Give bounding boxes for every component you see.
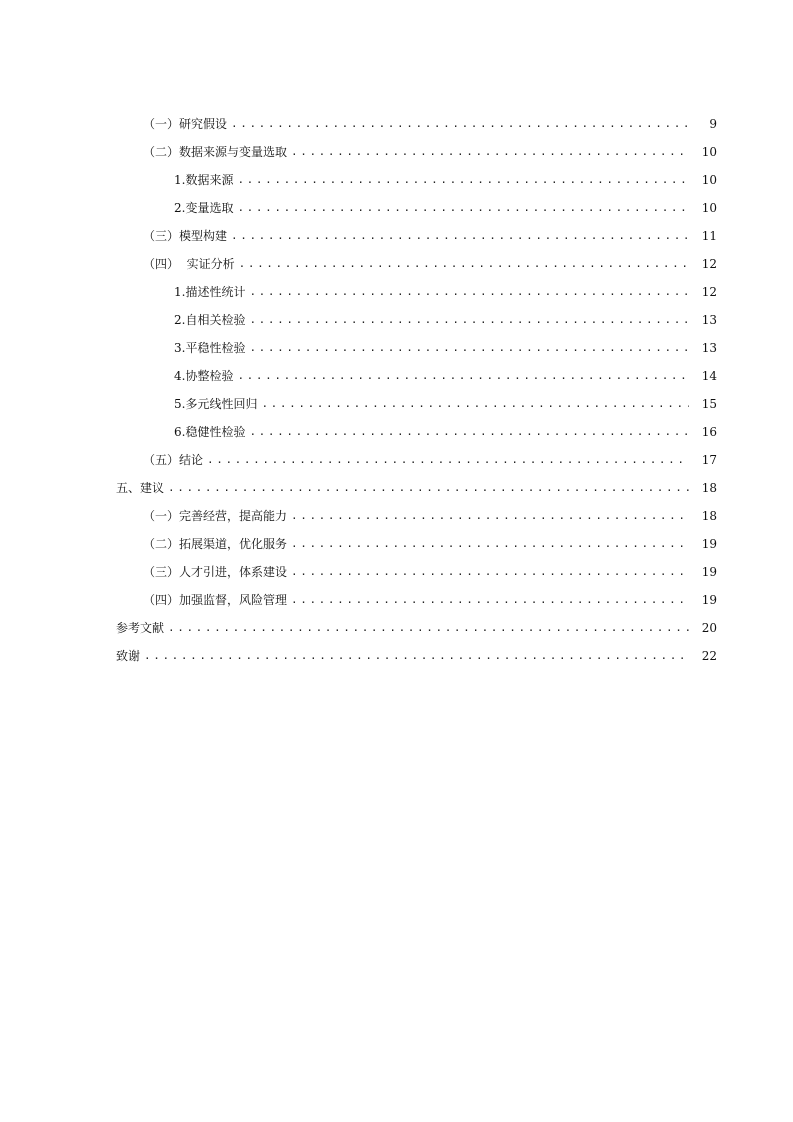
toc-entry[interactable] (0, 474, 793, 502)
toc-dot-leader (168, 614, 689, 642)
toc-entry[interactable] (0, 222, 793, 250)
toc-entry-title: 2.变量选取 (174, 194, 237, 222)
toc-entry-title: 6.稳健性检验 (174, 418, 249, 446)
toc-dot-leader (168, 474, 689, 502)
toc-entry-page: 13 (701, 313, 717, 327)
toc-dot-leader (249, 334, 689, 362)
toc-entry-title: 3.平稳性检验 (174, 334, 249, 362)
toc-dot-leader (249, 418, 689, 446)
toc-entry[interactable] (0, 334, 793, 362)
toc-entry[interactable] (0, 614, 793, 642)
toc-entry-title: （五）结论 (143, 446, 207, 474)
toc-entry-page: 11 (701, 229, 717, 243)
toc-entry-page: 12 (701, 257, 717, 271)
toc-entry[interactable] (0, 558, 793, 586)
table-of-contents (0, 110, 793, 670)
toc-dot-leader (237, 194, 689, 222)
toc-entry-page: 22 (701, 649, 717, 663)
toc-entry-title: （二）数据来源与变量选取 (143, 138, 291, 166)
toc-dot-leader (291, 138, 689, 166)
toc-entry-page: 10 (701, 173, 717, 187)
toc-dot-leader (207, 446, 689, 474)
toc-entry-title: （一）完善经营，提高能力 (143, 502, 291, 530)
toc-entry-title: 五、建议 (116, 474, 168, 502)
toc-dot-leader (291, 558, 689, 586)
toc-entry-page: 9 (709, 117, 717, 131)
toc-dot-leader (291, 530, 689, 558)
toc-entry-page: 18 (701, 481, 717, 495)
toc-entry[interactable] (0, 586, 793, 614)
toc-entry-page: 20 (701, 621, 717, 635)
toc-entry-page: 19 (701, 593, 717, 607)
toc-entry-title: （一）研究假设 (143, 110, 231, 138)
toc-entry[interactable] (0, 250, 793, 278)
toc-entry-page: 12 (701, 285, 717, 299)
toc-dot-leader (237, 166, 689, 194)
toc-entry-page: 19 (701, 537, 717, 551)
toc-entry-title: （三）模型构建 (143, 222, 231, 250)
toc-entry-page: 19 (701, 565, 717, 579)
toc-entry-title: 4.协整检验 (174, 362, 237, 390)
toc-entry[interactable] (0, 390, 793, 418)
toc-entry-page: 10 (701, 201, 717, 215)
toc-entry-title: 致谢 (116, 642, 144, 670)
toc-entry[interactable] (0, 642, 793, 670)
toc-entry[interactable] (0, 166, 793, 194)
toc-entry-title: （二）拓展渠道，优化服务 (143, 530, 291, 558)
toc-entry[interactable] (0, 530, 793, 558)
toc-dot-leader (261, 390, 689, 418)
toc-dot-leader (249, 278, 689, 306)
toc-dot-leader (291, 586, 689, 614)
toc-entry[interactable] (0, 110, 793, 138)
toc-entry[interactable] (0, 138, 793, 166)
toc-entry-title: 1.数据来源 (174, 166, 237, 194)
toc-entry-title: 1.描述性统计 (174, 278, 249, 306)
toc-dot-leader (231, 222, 689, 250)
toc-entry[interactable] (0, 446, 793, 474)
toc-entry-title: （四）加强监督，风险管理 (143, 586, 291, 614)
toc-entry[interactable] (0, 502, 793, 530)
toc-entry-title: （三）人才引进，体系建设 (143, 558, 291, 586)
toc-entry-page: 16 (701, 425, 717, 439)
toc-entry-title: 参考文献 (116, 614, 168, 642)
toc-entry[interactable] (0, 362, 793, 390)
toc-entry-title: 2.自相关检验 (174, 306, 249, 334)
toc-entry[interactable] (0, 418, 793, 446)
toc-entry-page: 14 (701, 369, 717, 383)
toc-dot-leader (144, 642, 689, 670)
toc-entry-page: 13 (701, 341, 717, 355)
toc-entry-page: 15 (701, 397, 717, 411)
toc-dot-leader (231, 110, 689, 138)
toc-dot-leader (237, 362, 689, 390)
toc-entry-page: 10 (701, 145, 717, 159)
toc-entry[interactable] (0, 306, 793, 334)
toc-dot-leader (249, 306, 689, 334)
toc-dot-leader (239, 250, 689, 278)
toc-entry-page: 18 (701, 509, 717, 523)
toc-entry[interactable] (0, 278, 793, 306)
toc-entry[interactable] (0, 194, 793, 222)
toc-entry-page: 17 (701, 453, 717, 467)
toc-entry-title: （四） 实证分析 (143, 250, 239, 278)
toc-entry-title: 5.多元线性回归 (174, 390, 261, 418)
toc-dot-leader (291, 502, 689, 530)
